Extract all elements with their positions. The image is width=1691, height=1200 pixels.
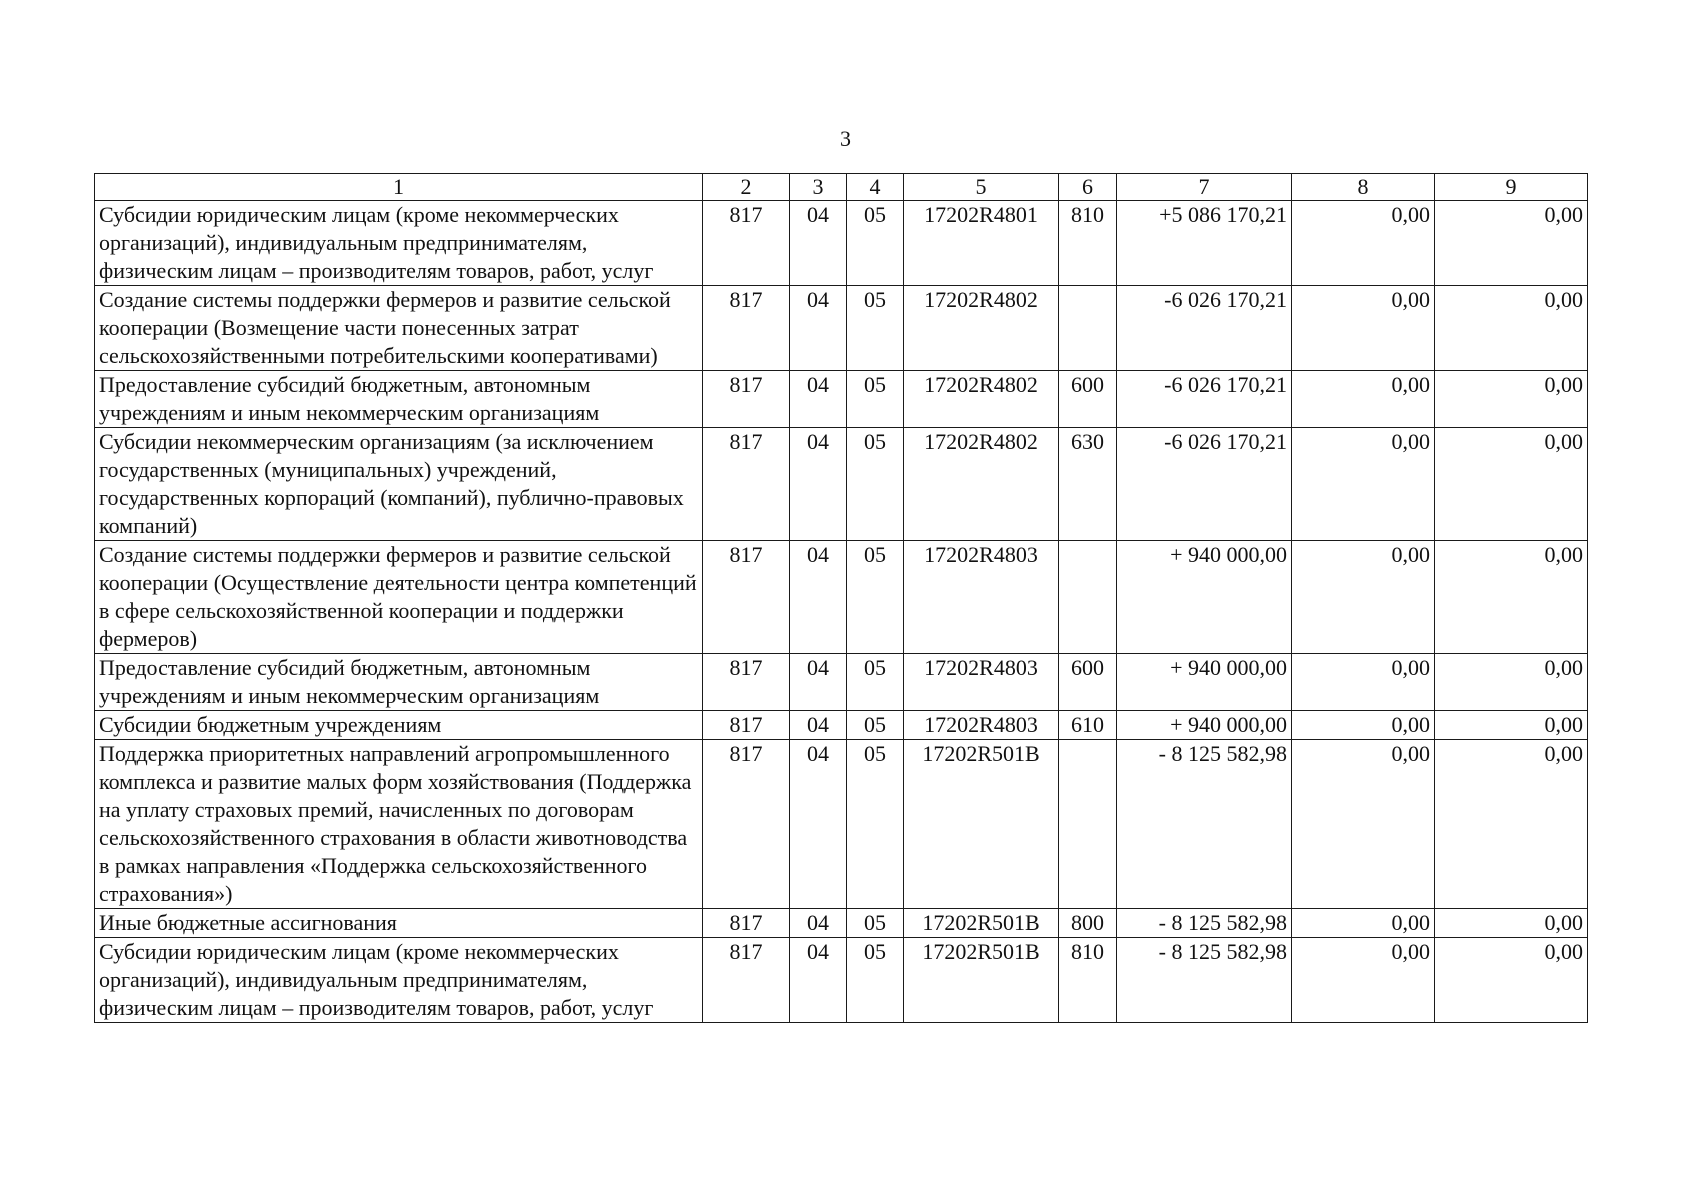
target-code-cell: 17202R4802 bbox=[904, 286, 1059, 371]
table-row bbox=[95, 371, 1588, 428]
section-cell: 04 bbox=[790, 909, 847, 938]
col8-cell: 0,00 bbox=[1292, 371, 1435, 428]
table-row bbox=[95, 428, 1588, 541]
target-code-cell: 17202R501B bbox=[904, 740, 1059, 909]
item-name-cell: Создание системы поддержки фермеров и развитие сельской кооперации (Возмещение части понесенных затрат сельскохозяйственными потребительскими кооперативами) bbox=[95, 286, 703, 371]
header-cell: 7 bbox=[1117, 174, 1292, 201]
subsection-cell: 05 bbox=[847, 654, 904, 711]
grbs-cell: 817 bbox=[703, 541, 790, 654]
table-row bbox=[95, 286, 1588, 371]
expense-type-cell bbox=[1059, 286, 1117, 371]
amount-cell: -6 026 170,21 bbox=[1117, 371, 1292, 428]
col9-cell: 0,00 bbox=[1435, 541, 1588, 654]
table-row bbox=[95, 201, 1588, 286]
amount-cell: -6 026 170,21 bbox=[1117, 428, 1292, 541]
header-cell: 8 bbox=[1292, 174, 1435, 201]
subsection-cell: 05 bbox=[847, 371, 904, 428]
col8-cell: 0,00 bbox=[1292, 711, 1435, 740]
subsection-cell: 05 bbox=[847, 938, 904, 1023]
amount-cell: + 940 000,00 bbox=[1117, 541, 1292, 654]
amount-cell: +5 086 170,21 bbox=[1117, 201, 1292, 286]
section-cell: 04 bbox=[790, 201, 847, 286]
grbs-cell: 817 bbox=[703, 711, 790, 740]
col8-cell: 0,00 bbox=[1292, 541, 1435, 654]
target-code-cell: 17202R501B bbox=[904, 938, 1059, 1023]
section-cell: 04 bbox=[790, 286, 847, 371]
item-name-cell: Субсидии бюджетным учреждениям bbox=[95, 711, 703, 740]
col8-cell: 0,00 bbox=[1292, 909, 1435, 938]
col8-cell: 0,00 bbox=[1292, 201, 1435, 286]
table-row bbox=[95, 711, 1588, 740]
target-code-cell: 17202R4802 bbox=[904, 428, 1059, 541]
header-cell: 2 bbox=[703, 174, 790, 201]
grbs-cell: 817 bbox=[703, 371, 790, 428]
target-code-cell: 17202R4803 bbox=[904, 711, 1059, 740]
item-name-cell: Субсидии юридическим лицам (кроме некоммерческих организаций), индивидуальным предпринимателям, физическим лицам – производителям товаров, работ, услуг bbox=[95, 201, 703, 286]
item-name-cell: Субсидии некоммерческим организациям (за исключением государственных (муниципальных) учреждений, государственных корпораций (компаний), публично-правовых компаний) bbox=[95, 428, 703, 541]
table-row bbox=[95, 654, 1588, 711]
subsection-cell: 05 bbox=[847, 711, 904, 740]
col9-cell: 0,00 bbox=[1435, 371, 1588, 428]
subsection-cell: 05 bbox=[847, 909, 904, 938]
item-name-cell: Иные бюджетные ассигнования bbox=[95, 909, 703, 938]
header-cell: 3 bbox=[790, 174, 847, 201]
col9-cell: 0,00 bbox=[1435, 938, 1588, 1023]
expense-type-cell: 600 bbox=[1059, 371, 1117, 428]
grbs-cell: 817 bbox=[703, 286, 790, 371]
amount-cell: - 8 125 582,98 bbox=[1117, 740, 1292, 909]
item-name-cell: Создание системы поддержки фермеров и развитие сельской кооперации (Осуществление деятельности центра компетенций в сфере сельскохозяйственной кооперации и поддержки фермеров) bbox=[95, 541, 703, 654]
table-row bbox=[95, 541, 1588, 654]
col8-cell: 0,00 bbox=[1292, 938, 1435, 1023]
item-name-cell: Предоставление субсидий бюджетным, автономным учреждениям и иным некоммерческим организациям bbox=[95, 654, 703, 711]
section-cell: 04 bbox=[790, 371, 847, 428]
col8-cell: 0,00 bbox=[1292, 740, 1435, 909]
subsection-cell: 05 bbox=[847, 428, 904, 541]
expense-type-cell: 810 bbox=[1059, 201, 1117, 286]
header-cell: 5 bbox=[904, 174, 1059, 201]
amount-cell: - 8 125 582,98 bbox=[1117, 909, 1292, 938]
subsection-cell: 05 bbox=[847, 541, 904, 654]
amount-cell: - 8 125 582,98 bbox=[1117, 938, 1292, 1023]
expense-type-cell bbox=[1059, 541, 1117, 654]
grbs-cell: 817 bbox=[703, 654, 790, 711]
target-code-cell: 17202R4803 bbox=[904, 654, 1059, 711]
col9-cell: 0,00 bbox=[1435, 654, 1588, 711]
col8-cell: 0,00 bbox=[1292, 428, 1435, 541]
section-cell: 04 bbox=[790, 740, 847, 909]
amount-cell: + 940 000,00 bbox=[1117, 711, 1292, 740]
header-row bbox=[95, 174, 1588, 201]
expense-type-cell: 810 bbox=[1059, 938, 1117, 1023]
item-name-cell: Поддержка приоритетных направлений агропромышленного комплекса и развитие малых форм хозяйствования (Поддержка на уплату страховых премий, начисленных по договорам сельскохозяйственного страхования в области животноводства в рамках направления «Поддержка сельскохозяйственного страхования») bbox=[95, 740, 703, 909]
header-cell: 4 bbox=[847, 174, 904, 201]
subsection-cell: 05 bbox=[847, 286, 904, 371]
expense-type-cell: 630 bbox=[1059, 428, 1117, 541]
col9-cell: 0,00 bbox=[1435, 201, 1588, 286]
col9-cell: 0,00 bbox=[1435, 711, 1588, 740]
page-number: 3 bbox=[840, 126, 851, 151]
expense-type-cell: 800 bbox=[1059, 909, 1117, 938]
col9-cell: 0,00 bbox=[1435, 909, 1588, 938]
section-cell: 04 bbox=[790, 428, 847, 541]
target-code-cell: 17202R4801 bbox=[904, 201, 1059, 286]
expense-type-cell: 600 bbox=[1059, 654, 1117, 711]
table-row bbox=[95, 938, 1588, 1023]
table-row bbox=[95, 909, 1588, 938]
subsection-cell: 05 bbox=[847, 740, 904, 909]
budget-table bbox=[94, 173, 1588, 1023]
col9-cell: 0,00 bbox=[1435, 286, 1588, 371]
expense-type-cell bbox=[1059, 740, 1117, 909]
col8-cell: 0,00 bbox=[1292, 286, 1435, 371]
item-name-cell: Предоставление субсидий бюджетным, автономным учреждениям и иным некоммерческим организациям bbox=[95, 371, 703, 428]
grbs-cell: 817 bbox=[703, 909, 790, 938]
header-cell: 1 bbox=[95, 174, 703, 201]
header-cell: 6 bbox=[1059, 174, 1117, 201]
grbs-cell: 817 bbox=[703, 938, 790, 1023]
target-code-cell: 17202R4803 bbox=[904, 541, 1059, 654]
amount-cell: -6 026 170,21 bbox=[1117, 286, 1292, 371]
subsection-cell: 05 bbox=[847, 201, 904, 286]
col9-cell: 0,00 bbox=[1435, 428, 1588, 541]
target-code-cell: 17202R4802 bbox=[904, 371, 1059, 428]
grbs-cell: 817 bbox=[703, 428, 790, 541]
col8-cell: 0,00 bbox=[1292, 654, 1435, 711]
grbs-cell: 817 bbox=[703, 740, 790, 909]
item-name-cell: Субсидии юридическим лицам (кроме некоммерческих организаций), индивидуальным предпринимателям, физическим лицам – производителям товаров, работ, услуг bbox=[95, 938, 703, 1023]
section-cell: 04 bbox=[790, 541, 847, 654]
col9-cell: 0,00 bbox=[1435, 740, 1588, 909]
section-cell: 04 bbox=[790, 654, 847, 711]
grbs-cell: 817 bbox=[703, 201, 790, 286]
expense-type-cell: 610 bbox=[1059, 711, 1117, 740]
amount-cell: + 940 000,00 bbox=[1117, 654, 1292, 711]
section-cell: 04 bbox=[790, 938, 847, 1023]
section-cell: 04 bbox=[790, 711, 847, 740]
header-cell: 9 bbox=[1435, 174, 1588, 201]
table-row bbox=[95, 740, 1588, 909]
target-code-cell: 17202R501B bbox=[904, 909, 1059, 938]
